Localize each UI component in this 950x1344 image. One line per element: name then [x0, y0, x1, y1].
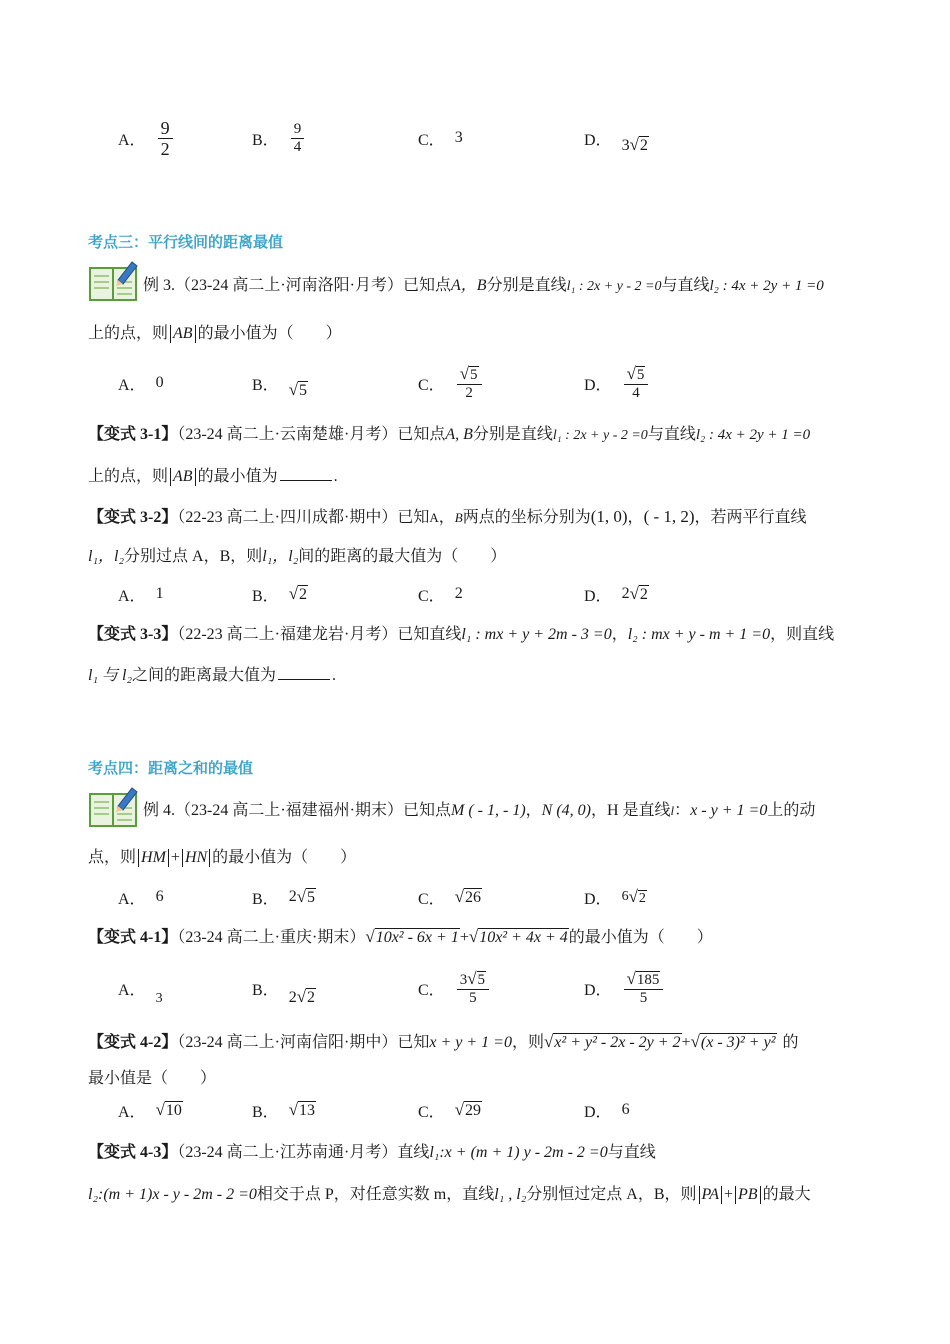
variant-4-2-line-2: 最小值是（ ） — [88, 1070, 217, 1087]
variant-4-2-line-1: 【变式 4-2】（23-24 高二上·河南信阳·期中）已知x + y + 1 =0，则√x² + y² - 2x - 2y + 2+√(x - 3)² + y² 的 — [88, 1032, 799, 1051]
variant-3-1-line-1: 【变式 3-1】（23-24 高二上·云南楚雄·月考）已知点A, B分别是直线l₁ : 2x + y - 2 =0与直线l₂ : 4x + 2y + 1 =0 — [88, 426, 811, 443]
option-b[interactable]: B． √2 — [252, 584, 308, 605]
option-b[interactable]: B． √13 — [252, 1100, 316, 1121]
example-4-line-2: 点，则 HM + HN 的最小值为（ ） — [88, 849, 357, 866]
options-row-variant-4-1 — [118, 968, 818, 1008]
option-d[interactable]: D． 3√2 — [584, 131, 648, 154]
option-b[interactable]: B． $\frac{9}{4}$ — [252, 118, 306, 158]
example-4-line-1: 例 4.（23-24 高二上·福建福州·期末）已知点M ( - 1, - 1)，N (4, 0)，H 是直线l：x - y + 1 =0上的动 — [143, 802, 816, 819]
option-a[interactable]: A． √10 — [118, 1100, 182, 1121]
option-c[interactable]: C． $\frac{3√5}{5}$ — [418, 968, 491, 1008]
variant-3-1-line-2: 上的点，则 AB 的最小值为 . — [88, 464, 338, 488]
variant-4-3-line-1: 【变式 4-3】（23-24 高二上·江苏南通·月考）直线l₁:x + (m + 1) y - 2m - 2 =0与直线 — [88, 1144, 656, 1161]
option-d[interactable]: D． 6 — [584, 1101, 630, 1121]
option-a[interactable]: A． 6 — [118, 888, 164, 908]
fraction: $\frac{9}{2}$ — [158, 118, 173, 159]
book-pencil-icon — [88, 784, 140, 830]
section-heading-4: 考点四：距离之和的最值 — [88, 759, 254, 777]
option-c[interactable]: C． √26 — [418, 887, 482, 908]
option-a[interactable]: A． 1 — [118, 585, 164, 605]
option-a[interactable]: A． $\frac{9}{2}$ — [118, 118, 175, 158]
options-row-variant-3-2 — [118, 574, 818, 614]
answer-blank[interactable] — [280, 464, 332, 481]
variant-4-3-line-2: l₂:(m + 1)x - y - 2m - 2 =0相交于点 P，对任意实数 m，直线l₁ , l₂分别恒过定点 A，B，则 PA + PB 的最大 — [88, 1186, 811, 1203]
option-c[interactable]: C． √29 — [418, 1100, 482, 1121]
section-heading-3: 考点三：平行线间的距离最值 — [88, 233, 284, 251]
options-row-example-3 — [118, 363, 818, 403]
variant-3-3-line-2: l₁ 与 l₂之间的距离最大值为 . — [88, 663, 336, 687]
option-a[interactable]: A． 3 — [118, 981, 163, 1006]
options-row-variant-4-2 — [118, 1090, 818, 1130]
option-b[interactable]: B． √5 — [252, 376, 308, 399]
variant-3-3-line-1: 【变式 3-3】（22-23 高二上·福建龙岩·月考）已知直线l₁ : mx + y + 2m - 3 =0，l₂ : mx + y - m + 1 =0，则直线 — [88, 626, 835, 643]
option-c[interactable]: C． 3 — [418, 129, 463, 149]
option-d[interactable]: D． 6 √2 — [584, 887, 646, 908]
option-c[interactable]: C． 2 — [418, 585, 463, 605]
option-d[interactable]: D． $\frac{√185}{5}$ — [584, 968, 665, 1008]
example-3-line-2: 上的点，则 AB 的最小值为（ ） — [88, 325, 342, 342]
option-a[interactable]: A． 0 — [118, 374, 164, 394]
options-row-example-4 — [118, 877, 818, 917]
fraction: $\frac{9}{4}$ — [291, 121, 305, 156]
variant-3-2-line-1: 【变式 3-2】（22-23 高二上·四川成都·期中）已知A，B两点的坐标分别为(1, 0)，( - 1, 2)，若两平行直线 — [88, 507, 807, 526]
option-d[interactable]: D． 2 √2 — [584, 584, 648, 605]
option-d[interactable]: D． $\frac{√5}{4}$ — [584, 363, 650, 403]
answer-blank[interactable] — [278, 663, 330, 680]
options-row-top — [118, 118, 818, 158]
book-pencil-icon — [88, 258, 140, 304]
option-b[interactable]: B． 2 √5 — [252, 887, 316, 908]
option-c[interactable]: C． $\frac{√5}{2}$ — [418, 363, 484, 403]
option-b[interactable]: B． 2√2 — [252, 981, 316, 1006]
example-3-line-1: 例 3.（23-24 高二上·河南洛阳·月考）已知点A，B分别是直线l₁ : 2x + y - 2 =0与直线l₂ : 4x + 2y + 1 =0 — [143, 277, 824, 294]
variant-4-1-line-1: 【变式 4-1】（23-24 高二上·重庆·期末）√10x² - 6x + 1+√10x² + 4x + 4的最小值为（ ） — [88, 927, 713, 946]
variant-3-2-line-2: l₁，l₂分别过点 A，B，则l₁，l₂间的距离的最大值为（ ） — [88, 548, 507, 565]
